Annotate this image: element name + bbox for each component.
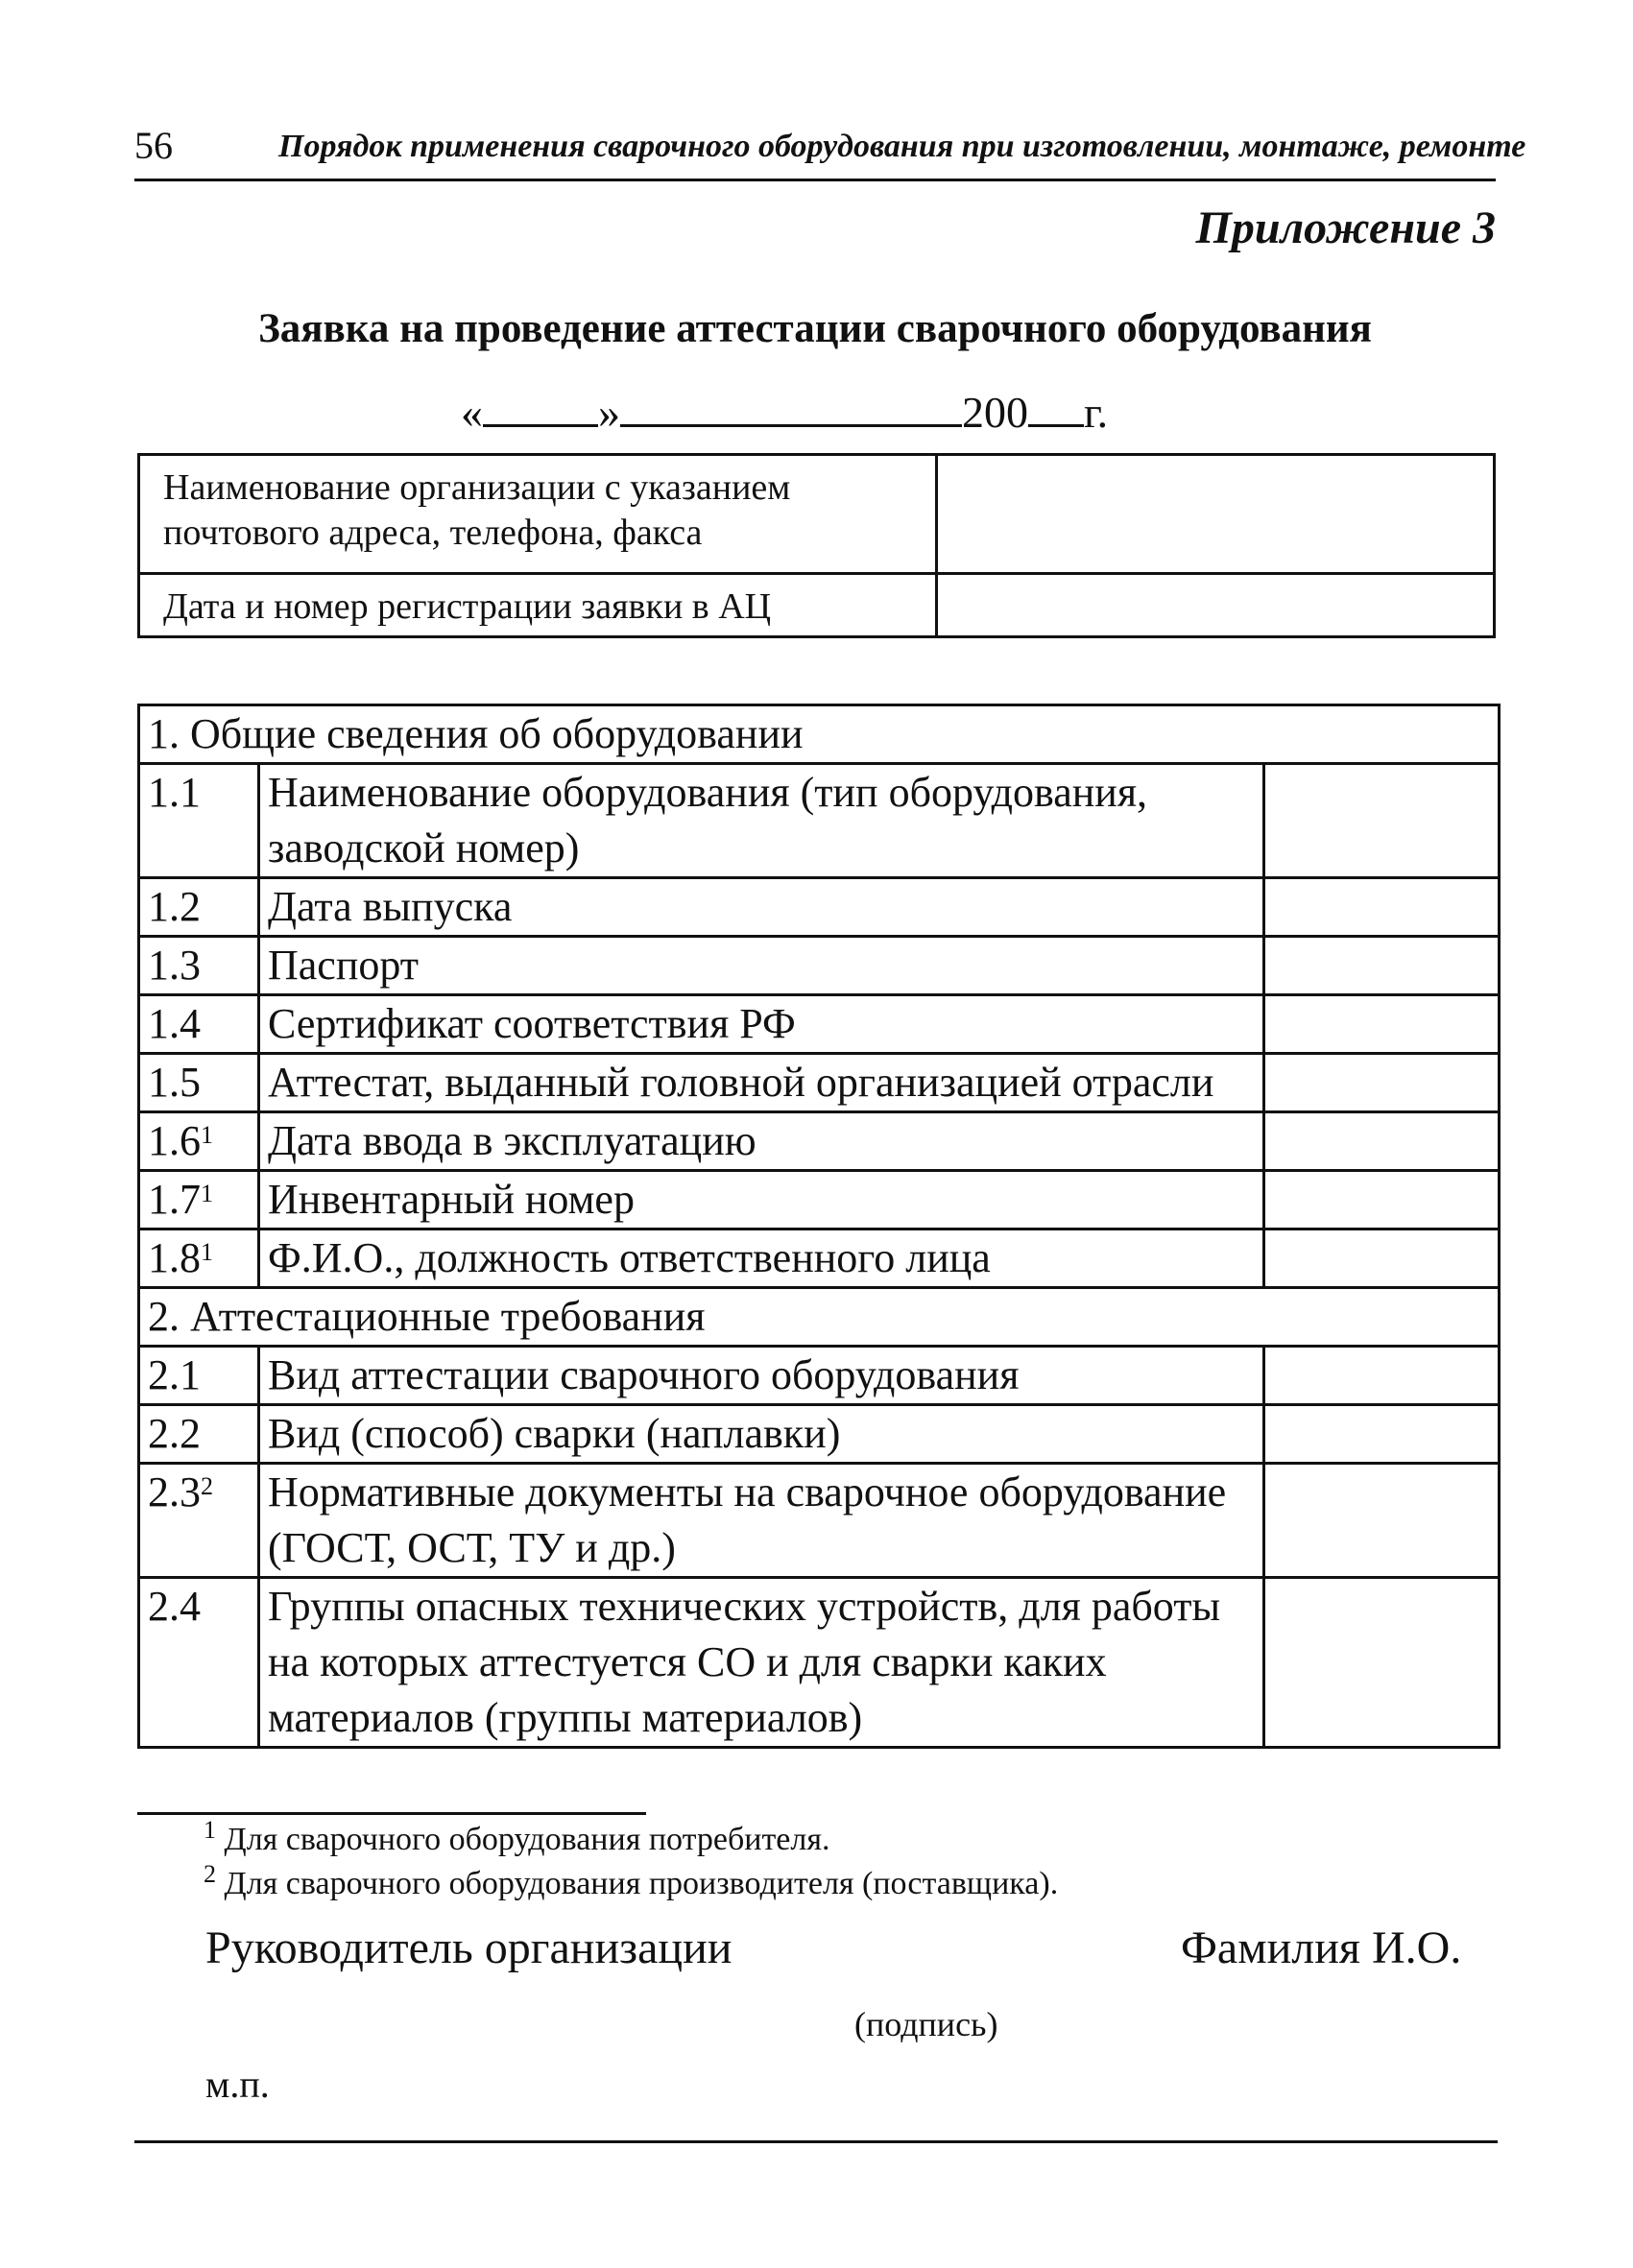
month-blank — [620, 382, 962, 427]
row-value[interactable] — [1264, 1464, 1500, 1578]
row-label: Сертификат соответствия РФ — [259, 995, 1264, 1054]
row-number: 1.4 — [139, 995, 259, 1054]
footnote-2 — [204, 1860, 1059, 1902]
org-name-label — [139, 455, 937, 574]
footnote-text: Для сварочного оборудования потребителя. — [224, 1822, 830, 1857]
row-label: Нормативные документы на сварочное оборудование (ГОСТ, ОСТ, ТУ и др.) — [259, 1464, 1264, 1578]
row-number: 2.1 — [139, 1347, 259, 1405]
page-number: 56 — [134, 124, 173, 167]
footnote-marker: 1 — [201, 1238, 213, 1266]
table-row — [139, 574, 1495, 637]
row-value[interactable] — [1264, 937, 1500, 995]
row-number-text: 1.6 — [148, 1117, 201, 1164]
row-value[interactable] — [1264, 1229, 1500, 1288]
row-number-text: 1.8 — [148, 1234, 201, 1281]
row-number: 2.4 — [139, 1578, 259, 1748]
signatory-role: Руководитель организации — [205, 1922, 732, 1973]
appendix-label: Приложение 3 — [1195, 203, 1496, 253]
footnote-mark: 2 — [204, 1860, 216, 1888]
row-number: 1.1 — [139, 764, 259, 878]
row-number-text: 2.3 — [148, 1468, 201, 1516]
row-value[interactable] — [1264, 764, 1500, 878]
section-header-row — [139, 705, 1500, 764]
stamp-label: м.п. — [205, 2063, 270, 2106]
registration-label — [139, 574, 937, 637]
footnote-divider — [137, 1812, 646, 1815]
equipment-info-table — [137, 704, 1501, 1749]
header-divider — [134, 179, 1496, 181]
table-row — [139, 878, 1500, 937]
registration-value[interactable] — [937, 574, 1495, 637]
year-prefix: 200 — [962, 388, 1028, 437]
row-number: 1.3 — [139, 937, 259, 995]
row-value[interactable] — [1264, 1112, 1500, 1171]
row-number — [139, 1229, 259, 1288]
table-row — [139, 764, 1500, 878]
section-1-header: 1. Общие сведения об оборудовании — [139, 705, 1500, 764]
section-2-header: 2. Аттестационные требования — [139, 1288, 1500, 1347]
page-title: Заявка на проведение аттестации сварочного оборудования — [258, 306, 1372, 351]
signatory-name: Фамилия И.О. — [1181, 1922, 1462, 1973]
row-label: Дата ввода в эксплуатацию — [259, 1112, 1264, 1171]
table-row — [139, 1347, 1500, 1405]
bottom-divider — [134, 2140, 1498, 2143]
row-number — [139, 1171, 259, 1229]
row-label: Паспорт — [259, 937, 1264, 995]
row-label: Группы опасных технических устройств, для работы на которых аттестуется СО и для сварки каких материалов (группы материалов) — [259, 1578, 1264, 1748]
footnote-1 — [204, 1816, 830, 1858]
row-number-text: 1.7 — [148, 1176, 201, 1223]
table-row — [139, 455, 1495, 574]
table-row — [139, 937, 1500, 995]
row-value[interactable] — [1264, 878, 1500, 937]
row-number: 1.5 — [139, 1054, 259, 1112]
footnote-marker: 1 — [201, 1121, 213, 1149]
row-number: 2.2 — [139, 1405, 259, 1464]
table-row — [139, 1112, 1500, 1171]
day-blank — [483, 382, 598, 427]
table-row — [139, 995, 1500, 1054]
row-label: Наименование оборудования (тип оборудования, заводской номер) — [259, 764, 1264, 878]
date-line — [461, 382, 1108, 440]
row-label: Аттестат, выданный головной организацией отрасли — [259, 1054, 1264, 1112]
row-value[interactable] — [1264, 995, 1500, 1054]
row-label: Инвентарный номер — [259, 1171, 1264, 1229]
org-name-value[interactable] — [937, 455, 1495, 574]
signature-caption: (подпись) — [854, 2005, 998, 2043]
running-title: Порядок применения сварочного оборудования при изготовлении, монтаже, ремонте — [278, 129, 1526, 164]
section-header-row — [139, 1288, 1500, 1347]
row-number — [139, 1464, 259, 1578]
row-number: 1.2 — [139, 878, 259, 937]
year-blank — [1028, 382, 1084, 427]
row-value[interactable] — [1264, 1405, 1500, 1464]
row-label: Вид (способ) сварки (наплавки) — [259, 1405, 1264, 1464]
date-open-quote: « — [461, 388, 483, 437]
organization-table — [137, 453, 1496, 638]
table-row — [139, 1054, 1500, 1112]
row-value[interactable] — [1264, 1578, 1500, 1748]
table-row — [139, 1405, 1500, 1464]
row-label: Дата выпуска — [259, 878, 1264, 937]
table-row — [139, 1229, 1500, 1288]
row-number — [139, 1112, 259, 1171]
row-label: Ф.И.О., должность ответственного лица — [259, 1229, 1264, 1288]
footnote-mark: 1 — [204, 1816, 216, 1844]
row-value[interactable] — [1264, 1054, 1500, 1112]
registration-label-text: Дата и номер регистрации заявки в АЦ — [163, 586, 772, 627]
table-row — [139, 1171, 1500, 1229]
org-name-label-line1: Наименование организации с указанием — [163, 467, 791, 508]
row-label: Вид аттестации сварочного оборудования — [259, 1347, 1264, 1405]
table-row — [139, 1578, 1500, 1748]
footnote-text: Для сварочного оборудования производителя (поставщика). — [224, 1866, 1059, 1901]
date-close-quote: » — [598, 388, 620, 437]
org-name-label-line2: почтового адреса, телефона, факса — [163, 513, 703, 553]
footnote-marker: 2 — [201, 1472, 213, 1500]
footnote-marker: 1 — [201, 1180, 213, 1207]
row-value[interactable] — [1264, 1171, 1500, 1229]
table-row — [139, 1464, 1500, 1578]
year-suffix: г. — [1084, 388, 1109, 437]
row-value[interactable] — [1264, 1347, 1500, 1405]
